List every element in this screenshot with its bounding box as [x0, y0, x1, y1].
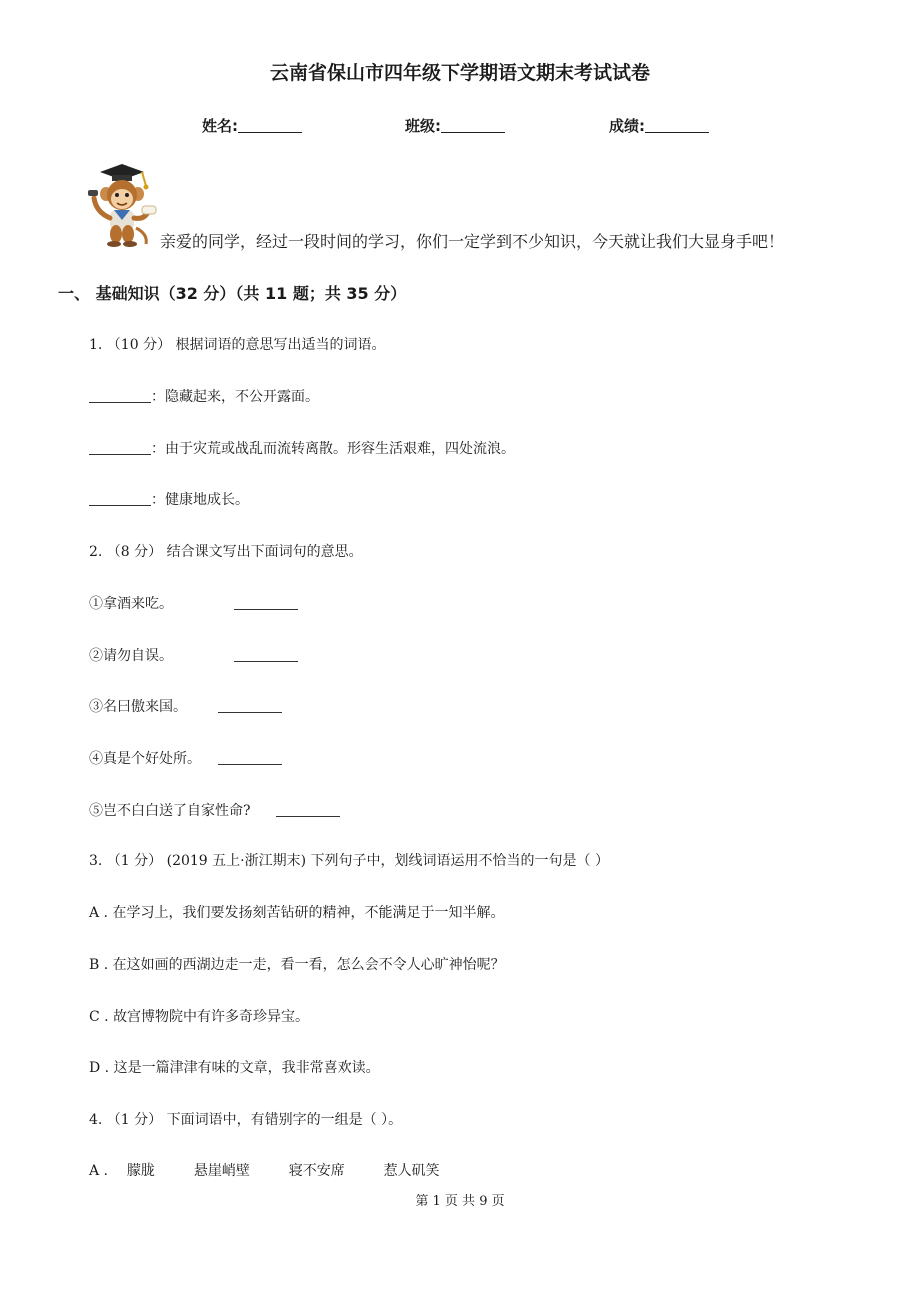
answer-blank[interactable]	[89, 441, 151, 455]
page-title: 云南省保山市四年级下学期语文期末考试试卷	[269, 62, 650, 84]
class-blank	[441, 118, 505, 133]
question-3-option-c[interactable]: C . 故宫博物院中有许多奇珍异宝。	[89, 1009, 310, 1025]
question-2-item: ③名曰傲来国。	[89, 699, 187, 715]
question-4-option-a[interactable]	[89, 1160, 440, 1180]
answer-blank[interactable]	[89, 389, 151, 403]
question-1-item: ：隐藏起来，不公开露面。	[89, 386, 319, 406]
class-field	[405, 115, 505, 136]
question-3-option-a[interactable]: A . 在学习上，我们要发扬刻苦钻研的精神，不能满足于一知半解。	[89, 905, 505, 921]
question-3-option-b[interactable]: B . 在这如画的西湖边走一走，看一看，怎么会不令人心旷神怡呢？	[89, 957, 505, 973]
name-field	[202, 115, 302, 136]
greeting-text: 亲爱的同学，经过一段时间的学习，你们一定学到不少知识，今天就让我们大显身手吧！	[160, 232, 785, 251]
name-blank	[238, 118, 302, 133]
score-blank	[645, 118, 709, 133]
question-1-item: ：由于灾荒或战乱而流转离散。形容生活艰难，四处流浪。	[89, 438, 515, 458]
answer-blank[interactable]	[218, 751, 282, 765]
question-1-stem: 1. （10 分） 根据词语的意思写出适当的词语。	[89, 337, 386, 353]
option-word: 悬崖峭壁	[193, 1163, 250, 1179]
question-2-item: ⑤岂不白白送了自家性命?	[89, 803, 251, 819]
answer-blank[interactable]	[89, 492, 151, 506]
score-field	[609, 115, 709, 136]
monkey-graduate-mascot-icon	[86, 162, 158, 248]
option-word: 惹人矶笑	[383, 1163, 440, 1179]
section-heading-basic-knowledge: 一、 基础知识（32 分）（共 11 题；共 35 分）	[58, 284, 407, 303]
page-number-footer: 第 1 页 共 9 页	[415, 1194, 505, 1209]
question-4-stem: 4. （1 分） 下面词语中，有错别字的一组是（ ）。	[89, 1112, 403, 1128]
question-2-item: ④真是个好处所。	[89, 751, 201, 767]
name-label: 姓名:	[202, 117, 238, 135]
answer-blank[interactable]	[234, 648, 298, 662]
answer-blank[interactable]	[234, 596, 298, 610]
class-label: 班级:	[405, 117, 441, 135]
option-word: 寝不安席	[288, 1163, 345, 1179]
question-1-item: ：健康地成长。	[89, 489, 249, 509]
question-3-option-d[interactable]: D . 这是一篇津津有味的文章，我非常喜欢读。	[89, 1060, 380, 1076]
question-2-item: ②请勿自误。	[89, 648, 173, 664]
question-2-item: ①拿酒来吃。	[89, 596, 173, 612]
option-label: A .	[89, 1163, 109, 1179]
score-label: 成绩:	[609, 117, 645, 135]
question-3-stem: 3. （1 分） (2019 五上·浙江期末) 下列句子中，划线词语运用不恰当的一句是（ ）	[89, 853, 609, 869]
option-word: 朦胧	[126, 1163, 155, 1179]
answer-blank[interactable]	[218, 699, 282, 713]
answer-blank[interactable]	[276, 803, 340, 817]
question-2-stem: 2. （8 分） 结合课文写出下面词句的意思。	[89, 544, 363, 560]
